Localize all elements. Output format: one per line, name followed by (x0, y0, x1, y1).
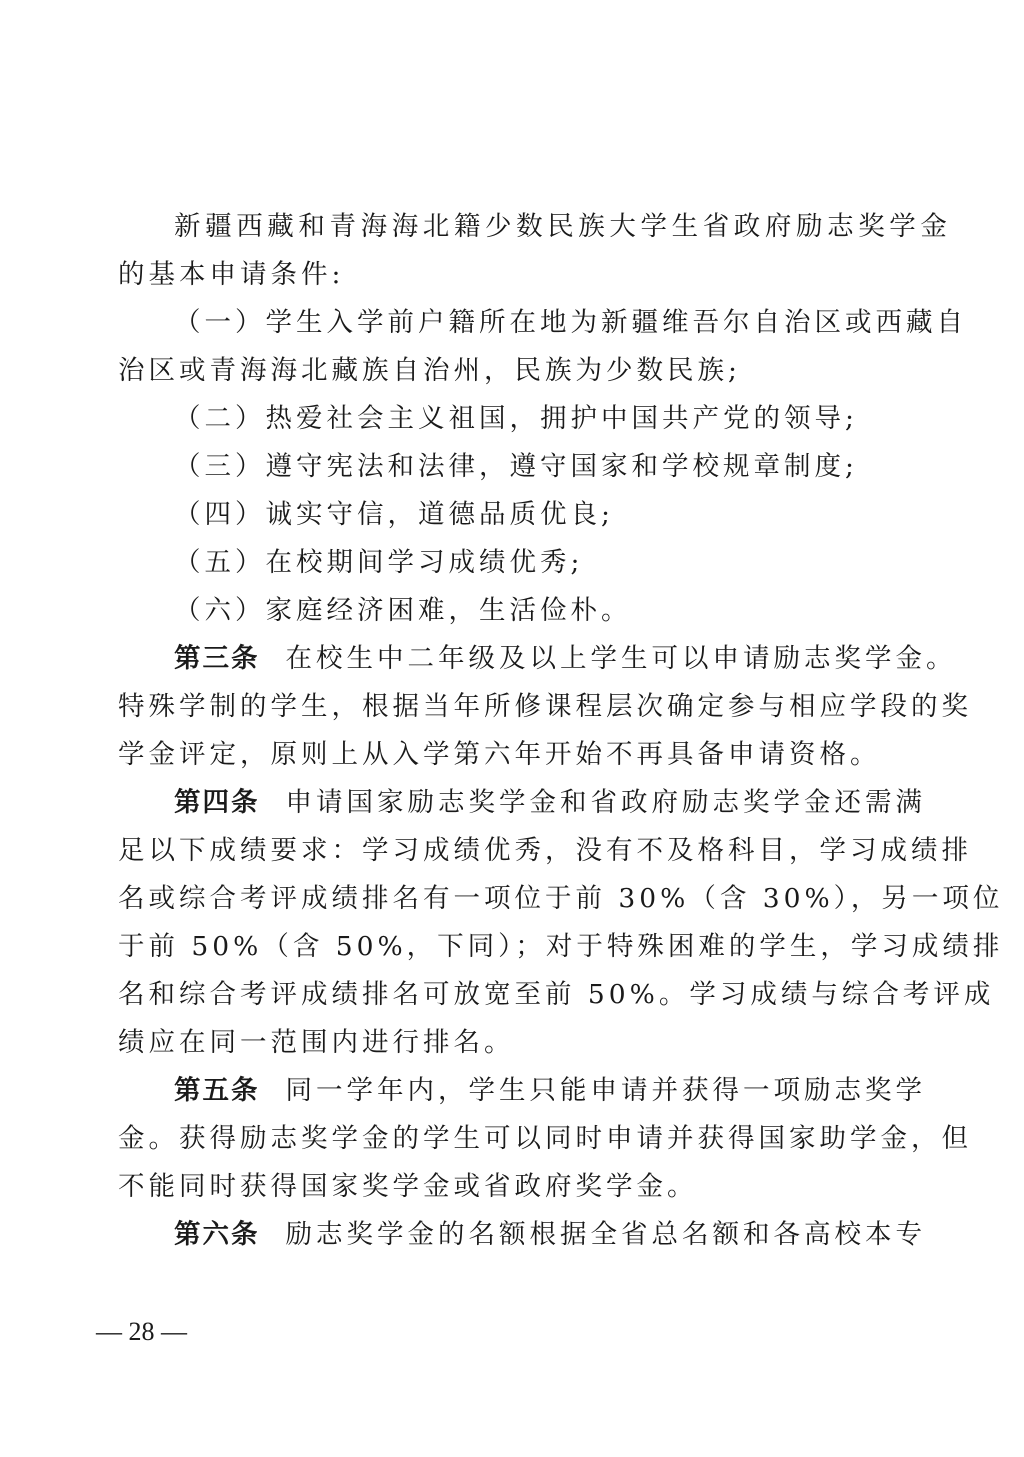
document-body (118, 203, 1004, 1259)
condition-6: （六）家庭经济困难，生活俭朴。 (174, 595, 632, 626)
article-text: 申请国家励志奖学金和省政府励志奖学金还需满 (285, 787, 926, 818)
article-text: 在校生中二年级及以上学生可以申请励志奖学金。 (285, 643, 957, 674)
text-line: （一）学生入学前户籍所在地为新疆维吾尔自治区或西藏自 (174, 307, 967, 338)
article-4 (118, 779, 1004, 1067)
article-text: 励志奖学金的名额根据全省总名额和各高校本专 (285, 1219, 926, 1250)
paragraph-intro (118, 203, 952, 299)
article-number: 第四条 (174, 787, 260, 818)
text-line: 新疆西藏和青海海北籍少数民族大学生省政府励志奖学金 (174, 211, 952, 242)
text-line: 名或综合考评成绩排名有一项位于前 30%（含 30%），另一项位 (118, 883, 1004, 914)
condition-2: （二）热爱社会主义祖国，拥护中国共产党的领导; (174, 403, 858, 434)
article-number: 第五条 (174, 1075, 260, 1106)
article-3 (118, 635, 972, 779)
text-line (118, 779, 926, 827)
text-line: 治区或青海海北藏族自治州，民族为少数民族; (118, 355, 741, 386)
text-line (118, 1211, 926, 1259)
text-line: 不能同时获得国家奖学金或省政府奖学金。 (118, 1171, 698, 1202)
text-line: 绩应在同一范围内进行排名。 (118, 1027, 515, 1058)
text-line: 特殊学制的学生，根据当年所修课程层次确定参与相应学段的奖 (118, 691, 972, 722)
text-line (118, 1067, 926, 1115)
text-line (118, 635, 957, 683)
condition-1 (118, 299, 967, 395)
text-line: 的基本申请条件: (118, 259, 345, 290)
condition-4: （四）诚实守信，道德品质优良; (174, 499, 614, 530)
condition-5: （五）在校期间学习成绩优秀; (174, 547, 584, 578)
text-line: 于前 50%（含 50%，下同）；对于特殊困难的学生，学习成绩排 (118, 931, 1004, 962)
article-5 (118, 1067, 972, 1211)
article-6 (118, 1211, 926, 1259)
article-number: 第三条 (174, 643, 260, 674)
text-line: 学金评定，原则上从入学第六年开始不再具备申请资格。 (118, 739, 881, 770)
text-line: 名和综合考评成绩排名可放宽至前 50%。学习成绩与综合考评成 (118, 979, 995, 1010)
article-number: 第六条 (174, 1219, 260, 1250)
text-line: 足以下成绩要求：学习成绩优秀，没有不及格科目，学习成绩排 (118, 835, 972, 866)
text-line: 金。获得励志奖学金的学生可以同时申请并获得国家助学金，但 (118, 1123, 972, 1154)
page-number: — 28 — (96, 1317, 187, 1346)
article-text: 同一学年内，学生只能申请并获得一项励志奖学 (285, 1075, 926, 1106)
condition-3: （三）遵守宪法和法律，遵守国家和学校规章制度; (174, 451, 858, 482)
